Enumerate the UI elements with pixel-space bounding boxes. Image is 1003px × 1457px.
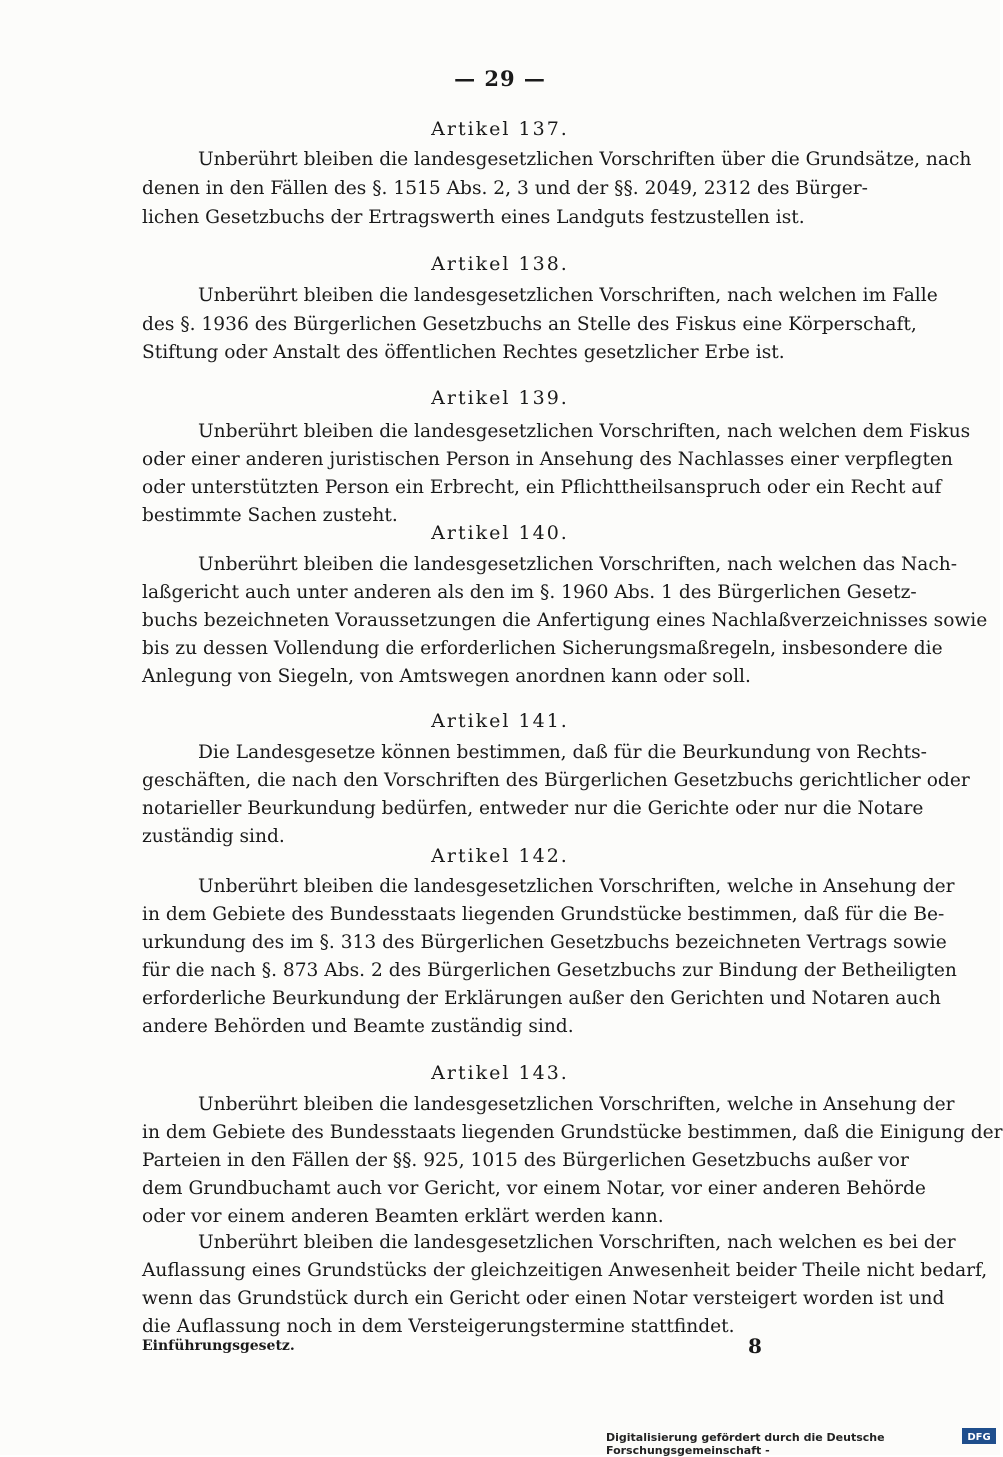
text-line: Unberührt bleiben die landesgesetzlichen Vorschriften, welche in Ansehung der [198,876,955,897]
text-line: dem Grundbuchamt auch vor Gericht, vor einem Notar, vor einer anderen Behörde [142,1178,926,1199]
text-line: Auflassung eines Grundstücks der gleichzeitigen Anwesenheit beider Theile nicht bedarf, [142,1260,988,1281]
article-138-title: Artikel 138. [431,253,569,275]
text-line: denen in den Fällen des §. 1515 Abs. 2, 3 und der §§. 2049, 2312 des Bürger- [142,178,868,199]
text-line: lichen Gesetzbuchs der Ertragswerth eines Landguts festzustellen ist. [142,207,805,228]
page-number: — 29 — [454,66,546,91]
article-140-title: Artikel 140. [431,522,569,544]
article-139-title: Artikel 139. [431,387,569,409]
text-line: bestimmte Sachen zusteht. [142,505,398,526]
text-line: Unberührt bleiben die landesgesetzlichen Vorschriften über die Grundsätze, nach [198,149,972,170]
text-line: des §. 1936 des Bürgerlichen Gesetzbuchs an Stelle des Fiskus eine Körperschaft, [142,314,917,335]
text-line: notarieller Beurkundung bedürfen, entweder nur die Gerichte oder nur die Notare [142,798,924,819]
footer-short-title: Einführungsgesetz. [142,1338,295,1354]
text-line: bis zu dessen Vollendung die erforderlichen Sicherungsmaßregeln, insbesondere die [142,638,943,659]
article-141-title: Artikel 141. [431,710,569,732]
text-line: Parteien in den Fällen der §§. 925, 1015 des Bürgerlichen Gesetzbuchs außer vor [142,1150,909,1171]
text-line: in dem Gebiete des Bundesstaats liegenden Grundstücke bestimmen, daß die Einigung der [142,1122,1003,1143]
dfg-logo [962,1428,996,1444]
text-line: buchs bezeichneten Voraussetzungen die Anfertigung eines Nachlaßverzeichnisses sowie [142,610,988,631]
digitization-credit: Digitalisierung gefördert durch die Deutsche Forschungsgemeinschaft - [606,1431,885,1457]
text-line: Unberührt bleiben die landesgesetzlichen Vorschriften, nach welchen es bei der [198,1232,956,1253]
text-line: für die nach §. 873 Abs. 2 des Bürgerlichen Gesetzbuchs zur Bindung der Betheiligten [142,960,957,981]
text-line: oder vor einem anderen Beamten erklärt werden kann. [142,1206,664,1227]
text-line: andere Behörden und Beamte zuständig sind. [142,1016,574,1037]
text-line: die Auflassung noch in dem Versteigerungstermine stattfindet. [142,1316,735,1337]
text-line: Unberührt bleiben die landesgesetzlichen Vorschriften, nach welchen dem Fiskus [198,421,971,442]
text-line: erforderliche Beurkundung der Erklärungen außer den Gerichten und Notaren auch [142,988,941,1009]
text-line: Anlegung von Siegeln, von Amtswegen anordnen kann oder soll. [142,666,751,687]
text-line: Unberührt bleiben die landesgesetzlichen Vorschriften, nach welchen das Nach- [198,554,958,575]
text-line: in dem Gebiete des Bundesstaats liegenden Grundstücke bestimmen, daß für die Be- [142,904,945,925]
text-line: laßgericht auch unter anderen als den im §. 1960 Abs. 1 des Bürgerlichen Gesetz- [142,582,917,603]
sheet-number: 8 [748,1334,762,1358]
article-142-title: Artikel 142. [431,845,569,867]
article-143-title: Artikel 143. [431,1062,569,1084]
text-line: zuständig sind. [142,826,285,847]
article-137-title: Artikel 137. [431,118,569,140]
text-line: Unberührt bleiben die landesgesetzlichen Vorschriften, nach welchen im Falle [198,285,938,306]
text-line: Die Landesgesetze können bestimmen, daß für die Beurkundung von Rechts- [198,742,927,763]
text-line: oder einer anderen juristischen Person in Ansehung des Nachlasses einer verpflegten [142,449,953,470]
text-line: oder unterstützten Person ein Erbrecht, ein Pflichttheilsanspruch oder ein Recht auf [142,477,942,498]
text-line: wenn das Grundstück durch ein Gericht oder einen Notar versteigert worden ist und [142,1288,945,1309]
text-line: Unberührt bleiben die landesgesetzlichen Vorschriften, welche in Ansehung der [198,1094,955,1115]
text-line: Stiftung oder Anstalt des öffentlichen Rechtes gesetzlicher Erbe ist. [142,342,785,363]
text-line: geschäften, die nach den Vorschriften des Bürgerlichen Gesetzbuchs gerichtlicher oder [142,770,970,791]
text-line: urkundung des im §. 313 des Bürgerlichen Gesetzbuchs bezeichneten Vertrags sowie [142,932,947,953]
dfg-logo-text: DFG [967,1432,991,1443]
